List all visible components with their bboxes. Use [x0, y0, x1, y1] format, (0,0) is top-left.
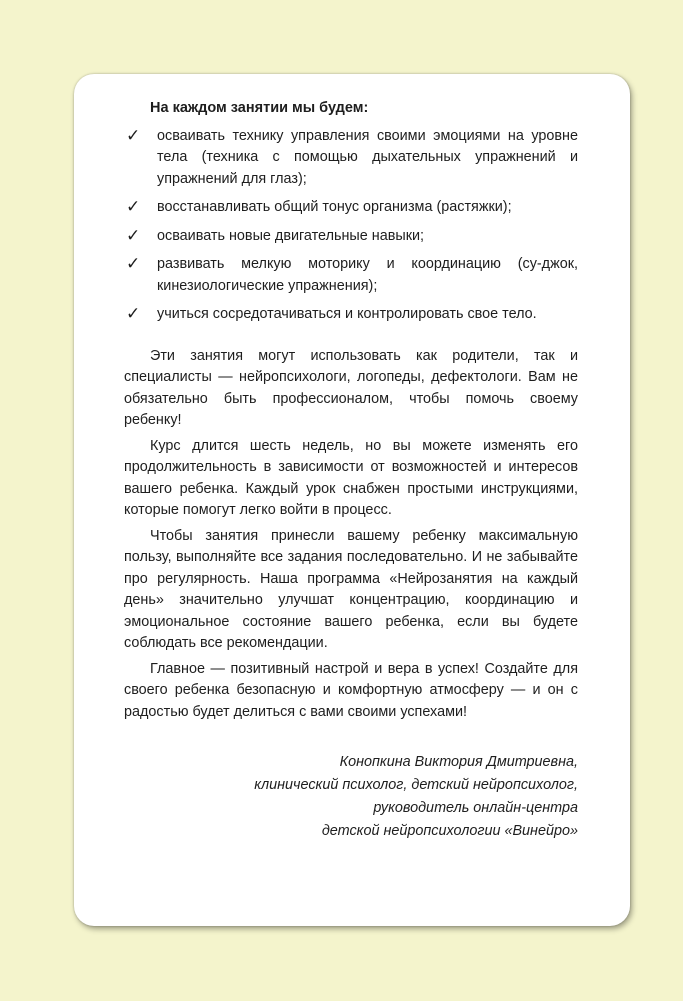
- paragraph: Курс длится шесть недель, но вы можете изменять его продолжительность в зависимости от возможностей и интересов вашего ребенка. Каждый урок снабжен простыми инструкциями, которые помогут легко войти в процесс.: [124, 437, 578, 518]
- page-content: [124, 98, 578, 843]
- author-signature: [124, 751, 578, 843]
- paragraph: Чтобы занятия принесли вашему ребенку максимальную пользу, выполняйте все задания последовательно. И не забывайте про регулярность. Наша программа «Нейрозанятия на каждый день» значительно улучшат концентрацию, координацию и эмоциональное состояние вашего ребенка, если вы будете соблюдать все рекомендации.: [124, 527, 578, 651]
- checklist-item: [124, 226, 578, 248]
- checkmark-icon: ✓: [126, 225, 141, 246]
- checklist: [124, 126, 578, 326]
- checkmark-icon: ✓: [126, 254, 141, 274]
- author-title: клинический психолог, детский нейропсихолог,: [254, 777, 578, 793]
- checklist-item-text: восстанавливать общий тонус организма (растяжки);: [157, 199, 512, 215]
- checklist-item: [124, 254, 578, 297]
- checklist-item-text: развивать мелкую моторику и координацию (су-джок, кинезиологические упражнения);: [157, 256, 578, 294]
- checklist-item-text: осваивать новые двигательные навыки;: [157, 227, 425, 244]
- checklist-item: [124, 304, 578, 326]
- author-name: Конопкина Виктория Дмитриевна,: [339, 754, 578, 770]
- body-text: [124, 346, 578, 724]
- section-heading: На каждом занятии мы будем:: [150, 100, 369, 116]
- page-card: [74, 74, 630, 926]
- paragraph: Главное — позитивный настрой и вера в успех! Создайте для своего ребенка безопасную и комфортную атмосферу — и он с радостью будет делиться с вами своими успехами!: [124, 660, 578, 720]
- checklist-item-text: осваивать технику управления своими эмоциями на уровне тела (техника с помощью дыхательных упражнений и упражнений для глаз);: [157, 127, 578, 187]
- paragraph: Эти занятия могут использовать как родители, так и специалисты — нейропсихологи, логопеды, дефектологи. Вам не обязательно быть профессионалом, чтобы помочь своему ребенку!: [124, 347, 578, 428]
- checkmark-icon: ✓: [126, 197, 141, 217]
- checkmark-icon: ✓: [126, 304, 141, 324]
- checkmark-icon: ✓: [126, 125, 141, 146]
- author-organization: детской нейропсихологии «Винейро»: [321, 823, 578, 839]
- checklist-item: [124, 126, 578, 191]
- checklist-item-text: учиться сосредотачиваться и контролировать свое тело.: [157, 306, 537, 322]
- author-role: руководитель онлайн-центра: [373, 800, 578, 816]
- checklist-item: [124, 197, 578, 219]
